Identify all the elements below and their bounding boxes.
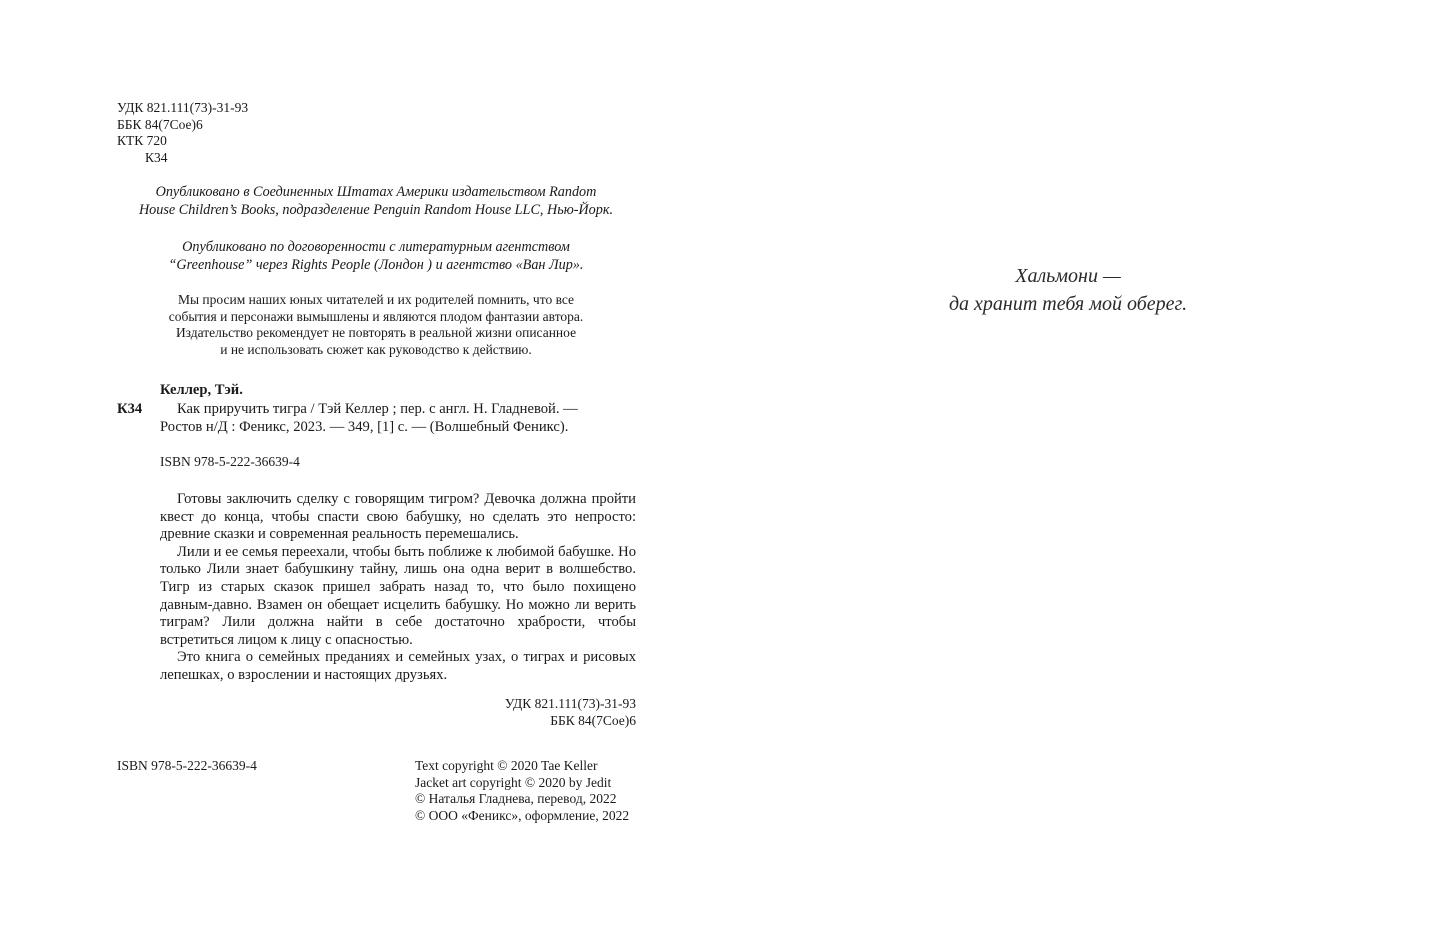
catalog-entry-line: Как приручить тигра / Тэй Келлер ; пер. с англ. Н. Гладневой. — (177, 401, 578, 417)
annotation (160, 491, 636, 685)
bbk-code: ББК 84(7Сое)6 (550, 712, 636, 728)
catalog-isbn: ISBN 978-5-222-36639-4 (160, 454, 300, 469)
bbk-code: ББК 84(7Сое)6 (117, 116, 203, 132)
annotation-paragraph: Это книга о семейных преданиях и семейных узах, о тиграх и рисовых лепешках, о взрослении и настоящих друзьях. (160, 649, 636, 683)
catalog-author-heading: Келлер, Тэй. (160, 382, 243, 398)
disclaimer-line: Мы просим наших юных читателей и их родителей помнить, что все (177, 292, 575, 307)
copyright-line: Text copyright © 2020 Tae Keller (415, 758, 598, 773)
disclaimer-line: и не использовать сюжет как руководство к действию. (220, 341, 532, 357)
author-mark: К34 (145, 149, 168, 165)
annotation-paragraph: Лили и ее семья переехали, чтобы быть поближе к любимой бабушке. Но только Лили знает бабушкину тайну, лишь она одна верит в волшебство. Тигр из старых сказок пришел забрать назад то, что было похищено давным-давно. Взамен он обещает исцелить бабушку. Но можно ли верить тиграм? Лили должна найти в себе достаточно храбрости, чтобы встретиться лицом к лицу с опасностью. (160, 543, 636, 648)
dedication-line: Хальмони — (1015, 265, 1121, 287)
udk-code: УДК 821.111(73)-31-93 (504, 696, 636, 711)
dedication (868, 262, 1268, 318)
catalog-mark: К34 (117, 401, 143, 417)
classification-repeat (400, 696, 636, 729)
copyright-block (415, 758, 655, 824)
footer-isbn: ISBN 978-5-222-36639-4 (117, 758, 257, 773)
publication-note-line: Опубликовано в Соединенных Штатах Америки издательством Random (155, 184, 597, 200)
publication-note-line: House Children’s Books, подразделение Penguin Random House LLC, Нью-Йорк. (138, 202, 614, 218)
reader-disclaimer (100, 292, 652, 358)
agency-note-line: “Greenhouse” через Rights People (Лондон ) и агентство «Ван Лир». (168, 257, 584, 273)
classification-block (117, 100, 317, 166)
disclaimer-line: события и персонажи вымышлены и являются плодом фантазии автора. (168, 308, 584, 324)
catalog-entry-line: Ростов н/Д : Феникс, 2023. — 349, [1] с. — (Волшебный Феникс). (160, 418, 569, 435)
copyright-line: Jacket art copyright © 2020 by Jedit (415, 774, 612, 790)
disclaimer-line: Издательство рекомендует не повторять в реальной жизни описанное (175, 325, 577, 340)
publication-note (100, 183, 652, 219)
agency-note (100, 238, 652, 274)
copyright-line: © Наталья Гладнева, перевод, 2022 (415, 791, 617, 806)
agency-note-line: Опубликовано по договоренности с литературным агентством (182, 239, 570, 255)
catalog-entry (160, 401, 640, 436)
copyright-line: © ООО «Феникс», оформление, 2022 (415, 807, 630, 823)
dedication-line: да хранит тебя мой оберег. (948, 293, 1188, 315)
ktk-code: КТК 720 (117, 133, 167, 148)
udk-code: УДК 821.111(73)-31-93 (117, 100, 249, 115)
annotation-paragraph: Готовы заключить сделку с говорящим тигром? Девочка должна пройти квест до конца, чтобы спасти свою бабушку, но сделать это непросто: древние сказки и современная реальность перемешались. (160, 491, 636, 543)
